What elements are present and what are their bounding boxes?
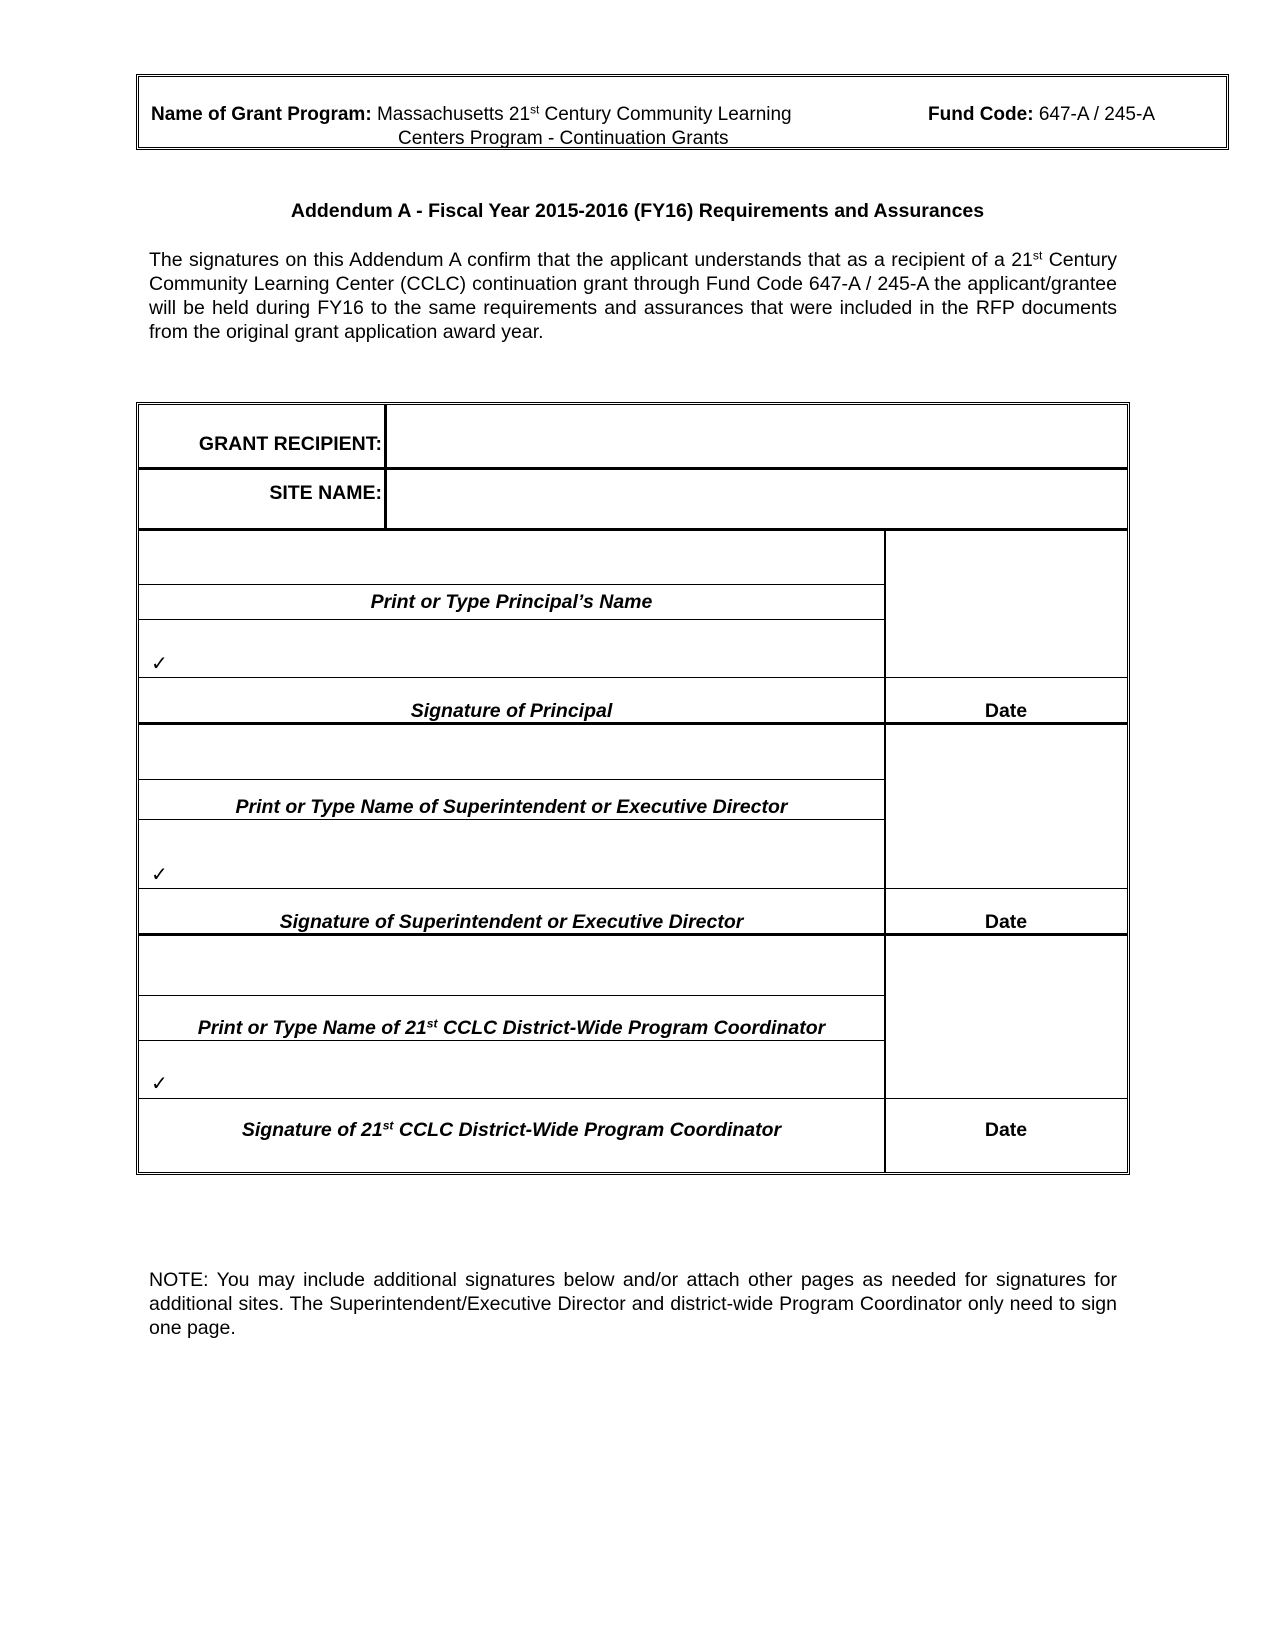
- check-icon: ✓: [151, 864, 168, 886]
- grant-program-line2: Centers Program - Continuation Grants: [398, 128, 729, 149]
- fund-code-label: Fund Code:: [928, 104, 1034, 125]
- site-name-field[interactable]: [392, 471, 1125, 527]
- grant-program-sup: st: [530, 103, 540, 117]
- intro-text-1: The signatures on this Addendum A confirm that the applicant understands that as a recipient of a 21: [149, 249, 1033, 271]
- divider: [139, 1098, 1127, 1099]
- coordinator-signature-label-suffix: CCLC District-Wide Program Coordinator: [393, 1119, 782, 1141]
- grant-program-name: [151, 103, 792, 127]
- grant-recipient-field[interactable]: [392, 407, 1125, 465]
- superintendent-signature-field[interactable]: [169, 821, 883, 887]
- principal-date-label: Date: [984, 700, 1028, 722]
- superintendent-name-label: Print or Type Name of Superintendent or Executive Director: [235, 796, 788, 818]
- superintendent-date-label: Date: [984, 911, 1028, 933]
- coordinator-name-field[interactable]: [139, 937, 883, 994]
- grant-program-line1: Massachusetts 21: [376, 104, 531, 125]
- divider: [139, 722, 1127, 725]
- divider: [139, 584, 884, 585]
- principal-signature-field[interactable]: [169, 621, 883, 676]
- principal-date-field[interactable]: [887, 533, 1125, 676]
- intro-paragraph: [149, 248, 1117, 344]
- divider: [139, 995, 884, 996]
- divider: [884, 531, 886, 1172]
- coordinator-date-field[interactable]: [887, 937, 1125, 1097]
- divider: [139, 819, 884, 820]
- grant-program-label: Name of Grant Program:: [151, 104, 372, 125]
- coordinator-name-label: [139, 1017, 884, 1040]
- fund-code-value: 647-A / 245-A: [1038, 104, 1156, 125]
- signature-form: [136, 402, 1130, 1175]
- divider: [139, 888, 1127, 889]
- divider: [139, 1040, 884, 1041]
- divider: [139, 528, 1127, 531]
- coordinator-name-label-suffix: CCLC District-Wide Program Coordinator: [437, 1017, 826, 1039]
- note-paragraph: NOTE: You may include additional signatures below and/or attach other pages as needed for signatures for additional sites. The Superintendent/Executive Director and district-wide Program Coordinator only need to sign one page.: [149, 1269, 1117, 1339]
- grant-program-line1-rest: Century Community Learning: [539, 104, 792, 125]
- divider: [139, 779, 884, 780]
- coordinator-signature-label-prefix: Signature of 21: [241, 1119, 383, 1141]
- site-name-label: SITE NAME:: [269, 482, 382, 504]
- coordinator-signature-label: [139, 1119, 884, 1142]
- principal-name-label: Print or Type Principal’s Name: [370, 591, 653, 613]
- intro-text-2: Century Community Learning Center (CCLC) continuation grant through Fund Code 647-A / 245-A the applicant/grantee will be held during FY16 to the same requirements and assurances that were included in the RFP documents from the original grant application award year.: [149, 249, 1118, 343]
- coordinator-signature-field[interactable]: [169, 1042, 883, 1097]
- page-title: Addendum A - Fiscal Year 2015-2016 (FY16) Requirements and Assurances: [290, 200, 985, 222]
- principal-name-field[interactable]: [139, 533, 883, 583]
- coordinator-signature-label-sup: st: [382, 1118, 394, 1133]
- check-icon: ✓: [151, 653, 168, 675]
- superintendent-name-field[interactable]: [139, 726, 883, 778]
- coordinator-name-label-sup: st: [426, 1016, 438, 1031]
- check-icon: ✓: [151, 1073, 168, 1095]
- principal-signature-label: Signature of Principal: [410, 700, 613, 722]
- intro-sup: st: [1032, 248, 1043, 263]
- grant-program-header: [136, 74, 1229, 150]
- grant-recipient-label: GRANT RECIPIENT:: [198, 433, 382, 455]
- coordinator-date-label: Date: [984, 1119, 1028, 1141]
- divider: [139, 619, 884, 620]
- divider: [139, 933, 1127, 936]
- divider: [139, 467, 1127, 470]
- superintendent-date-field[interactable]: [887, 726, 1125, 887]
- fund-code: [928, 103, 1155, 127]
- coordinator-name-label-prefix: Print or Type Name of 21: [197, 1017, 427, 1039]
- superintendent-signature-label: Signature of Superintendent or Executive Director: [279, 911, 744, 933]
- divider: [139, 677, 1127, 678]
